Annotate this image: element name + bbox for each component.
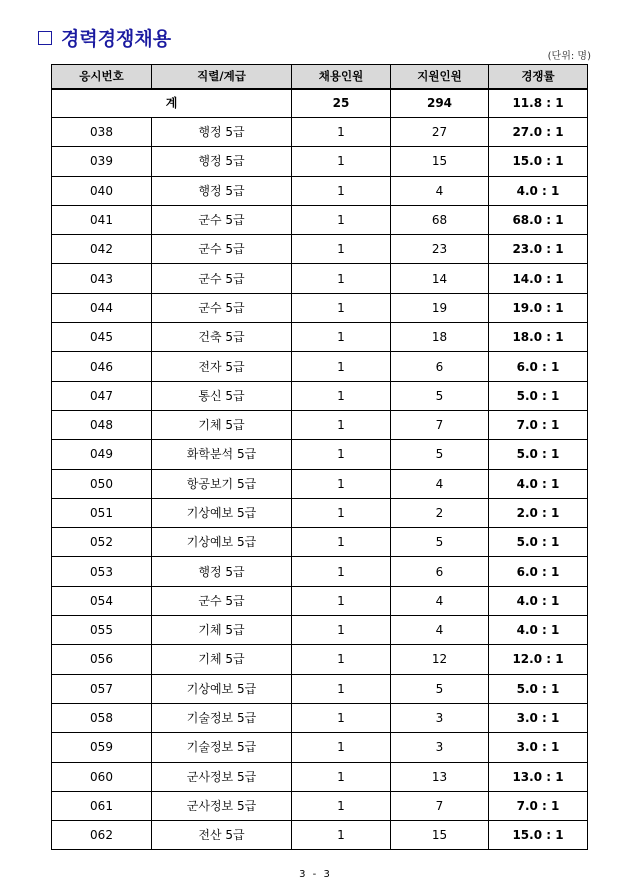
exam-number-cell: 058	[52, 703, 152, 732]
total-ratio: 11.8 : 1	[489, 89, 588, 118]
total-hires: 25	[292, 89, 391, 118]
hires-cell: 1	[292, 645, 391, 674]
ratio-cell: 4.0 : 1	[489, 469, 588, 498]
job-grade-cell: 기상예보 5급	[152, 498, 292, 527]
hires-cell: 1	[292, 264, 391, 293]
hires-cell: 1	[292, 323, 391, 352]
exam-number-cell: 050	[52, 469, 152, 498]
ratio-cell: 4.0 : 1	[489, 586, 588, 615]
table-row	[52, 703, 588, 732]
hires-cell: 1	[292, 235, 391, 264]
ratio-cell: 19.0 : 1	[489, 293, 588, 322]
hires-cell: 1	[292, 791, 391, 820]
table-row	[52, 791, 588, 820]
exam-number-cell: 040	[52, 176, 152, 205]
job-grade-cell: 군수 5급	[152, 205, 292, 234]
header-row	[52, 65, 588, 89]
job-grade-cell: 기체 5급	[152, 616, 292, 645]
applicants-cell: 27	[391, 118, 489, 147]
hires-cell: 1	[292, 440, 391, 469]
hires-cell: 1	[292, 205, 391, 234]
job-grade-cell: 행정 5급	[152, 118, 292, 147]
ratio-cell: 4.0 : 1	[489, 176, 588, 205]
ratio-cell: 14.0 : 1	[489, 264, 588, 293]
ratio-cell: 27.0 : 1	[489, 118, 588, 147]
table-row	[52, 293, 588, 322]
exam-number-cell: 048	[52, 410, 152, 439]
page-number: 3 - 3	[299, 869, 332, 880]
ratio-cell: 23.0 : 1	[489, 235, 588, 264]
exam-number-cell: 054	[52, 586, 152, 615]
hires-cell: 1	[292, 498, 391, 527]
ratio-cell: 7.0 : 1	[489, 410, 588, 439]
total-label: 계	[52, 89, 292, 118]
table-row	[52, 557, 588, 586]
exam-number-cell: 059	[52, 733, 152, 762]
table-row	[52, 235, 588, 264]
ratio-cell: 4.0 : 1	[489, 616, 588, 645]
applicants-cell: 18	[391, 323, 489, 352]
exam-number-cell: 056	[52, 645, 152, 674]
table-row	[52, 586, 588, 615]
job-grade-cell: 군수 5급	[152, 235, 292, 264]
ratio-cell: 2.0 : 1	[489, 498, 588, 527]
job-grade-cell: 기술정보 5급	[152, 733, 292, 762]
applicants-cell: 2	[391, 498, 489, 527]
table-row	[52, 645, 588, 674]
job-grade-cell: 군사정보 5급	[152, 762, 292, 791]
job-grade-cell: 항공보기 5급	[152, 469, 292, 498]
unit-note: (단위: 명)	[547, 51, 591, 62]
exam-number-cell: 062	[52, 821, 152, 850]
job-grade-cell: 행정 5급	[152, 176, 292, 205]
hires-cell: 1	[292, 293, 391, 322]
applicants-cell: 68	[391, 205, 489, 234]
applicants-cell: 5	[391, 528, 489, 557]
page-title	[38, 24, 171, 51]
table-row	[52, 205, 588, 234]
job-grade-cell: 군수 5급	[152, 264, 292, 293]
exam-number-cell: 044	[52, 293, 152, 322]
ratio-cell: 7.0 : 1	[489, 791, 588, 820]
job-grade-cell: 기상예보 5급	[152, 528, 292, 557]
ratio-cell: 15.0 : 1	[489, 821, 588, 850]
exam-number-cell: 061	[52, 791, 152, 820]
header-hires: 채용인원	[292, 65, 391, 89]
exam-number-cell: 043	[52, 264, 152, 293]
ratio-cell: 15.0 : 1	[489, 147, 588, 176]
applicants-cell: 4	[391, 586, 489, 615]
hires-cell: 1	[292, 352, 391, 381]
table-row	[52, 352, 588, 381]
header-applicants: 지원인원	[391, 65, 489, 89]
table-row	[52, 674, 588, 703]
table-row	[52, 264, 588, 293]
job-grade-cell: 기술정보 5급	[152, 703, 292, 732]
hires-cell: 1	[292, 762, 391, 791]
exam-number-cell: 038	[52, 118, 152, 147]
applicants-cell: 15	[391, 821, 489, 850]
hires-cell: 1	[292, 557, 391, 586]
job-grade-cell: 전자 5급	[152, 352, 292, 381]
applicants-cell: 15	[391, 147, 489, 176]
table-row	[52, 469, 588, 498]
ratio-cell: 6.0 : 1	[489, 352, 588, 381]
applicants-cell: 12	[391, 645, 489, 674]
total-applicants: 294	[391, 89, 489, 118]
ratio-cell: 5.0 : 1	[489, 528, 588, 557]
job-grade-cell: 화학분석 5급	[152, 440, 292, 469]
applicants-cell: 5	[391, 381, 489, 410]
total-row	[52, 89, 588, 118]
job-grade-cell: 기체 5급	[152, 410, 292, 439]
recruitment-table	[51, 64, 588, 850]
applicants-cell: 3	[391, 733, 489, 762]
job-grade-cell: 기상예보 5급	[152, 674, 292, 703]
hires-cell: 1	[292, 410, 391, 439]
ratio-cell: 3.0 : 1	[489, 703, 588, 732]
exam-number-cell: 055	[52, 616, 152, 645]
exam-number-cell: 051	[52, 498, 152, 527]
hires-cell: 1	[292, 586, 391, 615]
hires-cell: 1	[292, 528, 391, 557]
checkbox-square-icon	[38, 31, 52, 45]
ratio-cell: 13.0 : 1	[489, 762, 588, 791]
hires-cell: 1	[292, 616, 391, 645]
job-grade-cell: 군사정보 5급	[152, 791, 292, 820]
job-grade-cell: 행정 5급	[152, 147, 292, 176]
job-grade-cell: 건축 5급	[152, 323, 292, 352]
hires-cell: 1	[292, 469, 391, 498]
table-row	[52, 528, 588, 557]
applicants-cell: 4	[391, 616, 489, 645]
job-grade-cell: 군수 5급	[152, 293, 292, 322]
table-row	[52, 323, 588, 352]
header-job-grade: 직렬/계급	[152, 65, 292, 89]
applicants-cell: 3	[391, 703, 489, 732]
exam-number-cell: 053	[52, 557, 152, 586]
exam-number-cell: 060	[52, 762, 152, 791]
applicants-cell: 4	[391, 469, 489, 498]
hires-cell: 1	[292, 176, 391, 205]
exam-number-cell: 042	[52, 235, 152, 264]
table-row	[52, 821, 588, 850]
applicants-cell: 19	[391, 293, 489, 322]
applicants-cell: 4	[391, 176, 489, 205]
applicants-cell: 7	[391, 791, 489, 820]
ratio-cell: 5.0 : 1	[489, 381, 588, 410]
job-grade-cell: 군수 5급	[152, 586, 292, 615]
table-row	[52, 762, 588, 791]
applicants-cell: 7	[391, 410, 489, 439]
hires-cell: 1	[292, 147, 391, 176]
table-row	[52, 733, 588, 762]
ratio-cell: 3.0 : 1	[489, 733, 588, 762]
ratio-cell: 12.0 : 1	[489, 645, 588, 674]
hires-cell: 1	[292, 381, 391, 410]
exam-number-cell: 045	[52, 323, 152, 352]
exam-number-cell: 057	[52, 674, 152, 703]
table-row	[52, 410, 588, 439]
table-row	[52, 440, 588, 469]
ratio-cell: 5.0 : 1	[489, 440, 588, 469]
hires-cell: 1	[292, 733, 391, 762]
job-grade-cell: 전산 5급	[152, 821, 292, 850]
table-row	[52, 381, 588, 410]
applicants-cell: 13	[391, 762, 489, 791]
hires-cell: 1	[292, 703, 391, 732]
table-row	[52, 616, 588, 645]
ratio-cell: 5.0 : 1	[489, 674, 588, 703]
ratio-cell: 18.0 : 1	[489, 323, 588, 352]
hires-cell: 1	[292, 821, 391, 850]
header-exam-number: 응시번호	[52, 65, 152, 89]
applicants-cell: 5	[391, 440, 489, 469]
applicants-cell: 6	[391, 557, 489, 586]
applicants-cell: 14	[391, 264, 489, 293]
exam-number-cell: 039	[52, 147, 152, 176]
applicants-cell: 5	[391, 674, 489, 703]
table-row	[52, 498, 588, 527]
exam-number-cell: 052	[52, 528, 152, 557]
ratio-cell: 6.0 : 1	[489, 557, 588, 586]
exam-number-cell: 049	[52, 440, 152, 469]
header-ratio: 경쟁률	[489, 65, 588, 89]
hires-cell: 1	[292, 674, 391, 703]
applicants-cell: 23	[391, 235, 489, 264]
ratio-cell: 68.0 : 1	[489, 205, 588, 234]
table-row	[52, 147, 588, 176]
title-text: 경력경쟁채용	[61, 28, 172, 50]
job-grade-cell: 기체 5급	[152, 645, 292, 674]
exam-number-cell: 046	[52, 352, 152, 381]
job-grade-cell: 행정 5급	[152, 557, 292, 586]
hires-cell: 1	[292, 118, 391, 147]
table-row	[52, 176, 588, 205]
exam-number-cell: 041	[52, 205, 152, 234]
job-grade-cell: 통신 5급	[152, 381, 292, 410]
exam-number-cell: 047	[52, 381, 152, 410]
applicants-cell: 6	[391, 352, 489, 381]
table-row	[52, 118, 588, 147]
